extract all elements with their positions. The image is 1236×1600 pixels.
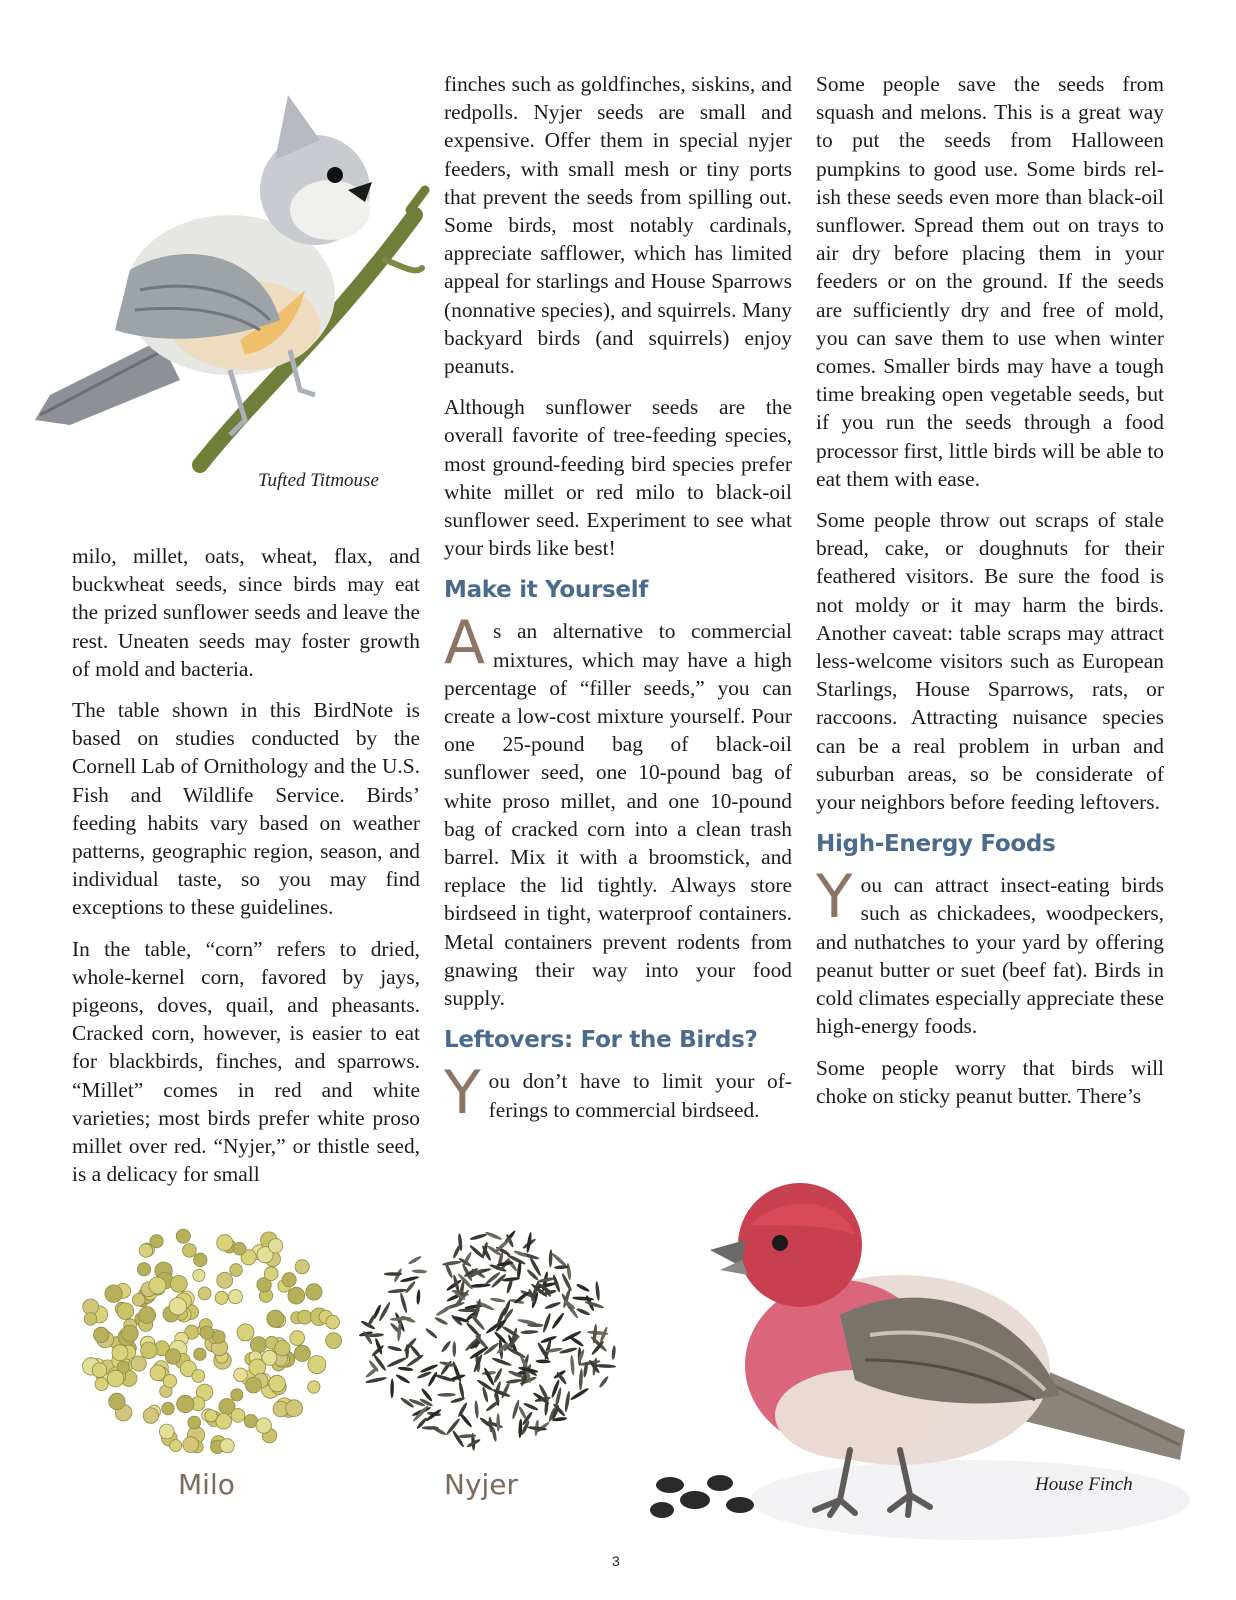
col1-paragraph-2: The table shown in this BirdNote is based on studies conducted by the Cornell Lab of Ornithology and the U.S. Fish and Wildlife Service. Birds’ feeding habits vary based on weather patterns, geographic region, season, and individual taste, so you may find exceptions to these guidelines. bbox=[72, 698, 420, 920]
col3-paragraph-2: Some people throw out scraps of stale bread, cake, or doughnuts for their feathered visitors. Be sure the food is not moldy or it may harm the birds. Another caveat: table scraps may attract less-welcome visitors such as European Starlings, House Sparrows, rats, or raccoons. Attracting nuisance species can be a real problem in urban and suburban areas, so be considerate of your neighbors before feeding leftovers. bbox=[816, 508, 1164, 815]
titmouse-caption: Tufted Titmouse bbox=[258, 470, 379, 491]
col3-paragraph-3: Some people worry that birds will choke on sticky peanut butter. There’s bbox=[816, 1055, 1164, 1108]
drop-cap: A bbox=[444, 608, 486, 679]
col2-paragraph-1: finches such as goldfinches, siskins, and redpolls. Nyjer seeds are small and expensive. Offer them in special nyjer feeders, with small mesh or tiny ports that prevent the seeds from spilling out. Some birds, most notably cardinals, appreciate safflower, which has limited appeal for starlings and House Sparrows (nonnative species), and squirrels. Many backyard birds (and squirrels) enjoy peanuts. bbox=[444, 72, 792, 379]
drop-cap: Y bbox=[444, 1058, 481, 1129]
tufted-titmouse-illustration bbox=[30, 90, 430, 475]
heading-leftovers: Leftovers: For the Birds? bbox=[444, 1027, 758, 1054]
high-energy-text: ou can attract insect-eating birds such as chickadees, woodpeckers, and nuthatches to your yard by offering peanut butter or suet (beef fat). Birds in cold climates especially appreciate these high-energy foods. bbox=[816, 873, 1164, 1039]
col1-paragraph-3: In the table, “corn” refers to dried, whole-kernel corn, favored by jays, pigeons, doves, quail, and pheasants. Cracked corn, however, is easier to eat for blackbirds, finches, and sparrows. “Millet” comes in red and white varieties; most birds prefer white proso millet over red. “Nyjer,” or thistle seed, is a delicacy for small bbox=[72, 936, 420, 1187]
col3-paragraph-1: Some people save the seeds from squash and melons. This is a great way to put the seeds from Halloween pumpkins to good use. Some birds relish these seeds even more than black-oil sunflower. Spread them out on trays to air dry before placing them in your feeders or on the ground. If the seeds are sufficiently dry and free of mold, you can save them to use when winter comes. Smaller birds may have a tough time breaking open vegetable seeds, but if you run the seeds through a food processor first, little birds will be able to eat them with ease. bbox=[816, 72, 1164, 491]
column-1 bbox=[72, 542, 420, 1201]
page-number: 3 bbox=[612, 1553, 620, 1569]
leftovers-paragraph bbox=[444, 1058, 792, 1129]
leftovers-text: ou don’t have to limit your offerings to commercial birdseed. bbox=[488, 1069, 792, 1122]
col2-paragraph-2: Although sunflower seeds are the overall favorite of tree-feeding species, most ground-feeding bird species prefer white millet or red milo to black-oil sunflower seed. Experiment to see what your birds like best! bbox=[444, 395, 792, 561]
house-finch-caption: House Finch bbox=[1035, 1474, 1133, 1495]
high-energy-paragraph bbox=[816, 862, 1164, 1040]
make-it-yourself-text: s an alternative to commercial mixtures, which may have a high percentage of “filler seeds,” you can create a low-cost mixture yourself. Pour one 25-pound bag of black-oil sunflower seed, one 10-pound bag of white proso millet, and one 10-pound bag of cracked corn into a clean trash barrel. Mix it with a broomstick, and replace the lid tightly. Always store birdseed in tight, waterproof containers. Metal containers prevent rodents from gnawing their way into your food supply. bbox=[444, 619, 792, 1011]
col1-paragraph-1: milo, millet, oats, wheat, flax, and buckwheat seeds, since birds may eat the prized sunflower seeds and leave the rest. Uneaten seeds may foster growth of mold and bacteria. bbox=[72, 544, 420, 681]
heading-make-it-yourself: Make it Yourself bbox=[444, 577, 649, 604]
drop-cap: Y bbox=[816, 862, 853, 933]
milo-label: Milo bbox=[178, 1468, 235, 1501]
column-3 bbox=[816, 70, 1164, 1123]
nyjer-label: Nyjer bbox=[444, 1468, 519, 1501]
make-it-yourself-paragraph bbox=[444, 608, 792, 1012]
milo-seeds-illustration bbox=[70, 1210, 350, 1465]
nyjer-seeds-illustration bbox=[350, 1220, 630, 1460]
house-finch-illustration bbox=[640, 1165, 1200, 1595]
column-2 bbox=[444, 70, 792, 1137]
heading-high-energy-foods: High-Energy Foods bbox=[816, 831, 1056, 858]
